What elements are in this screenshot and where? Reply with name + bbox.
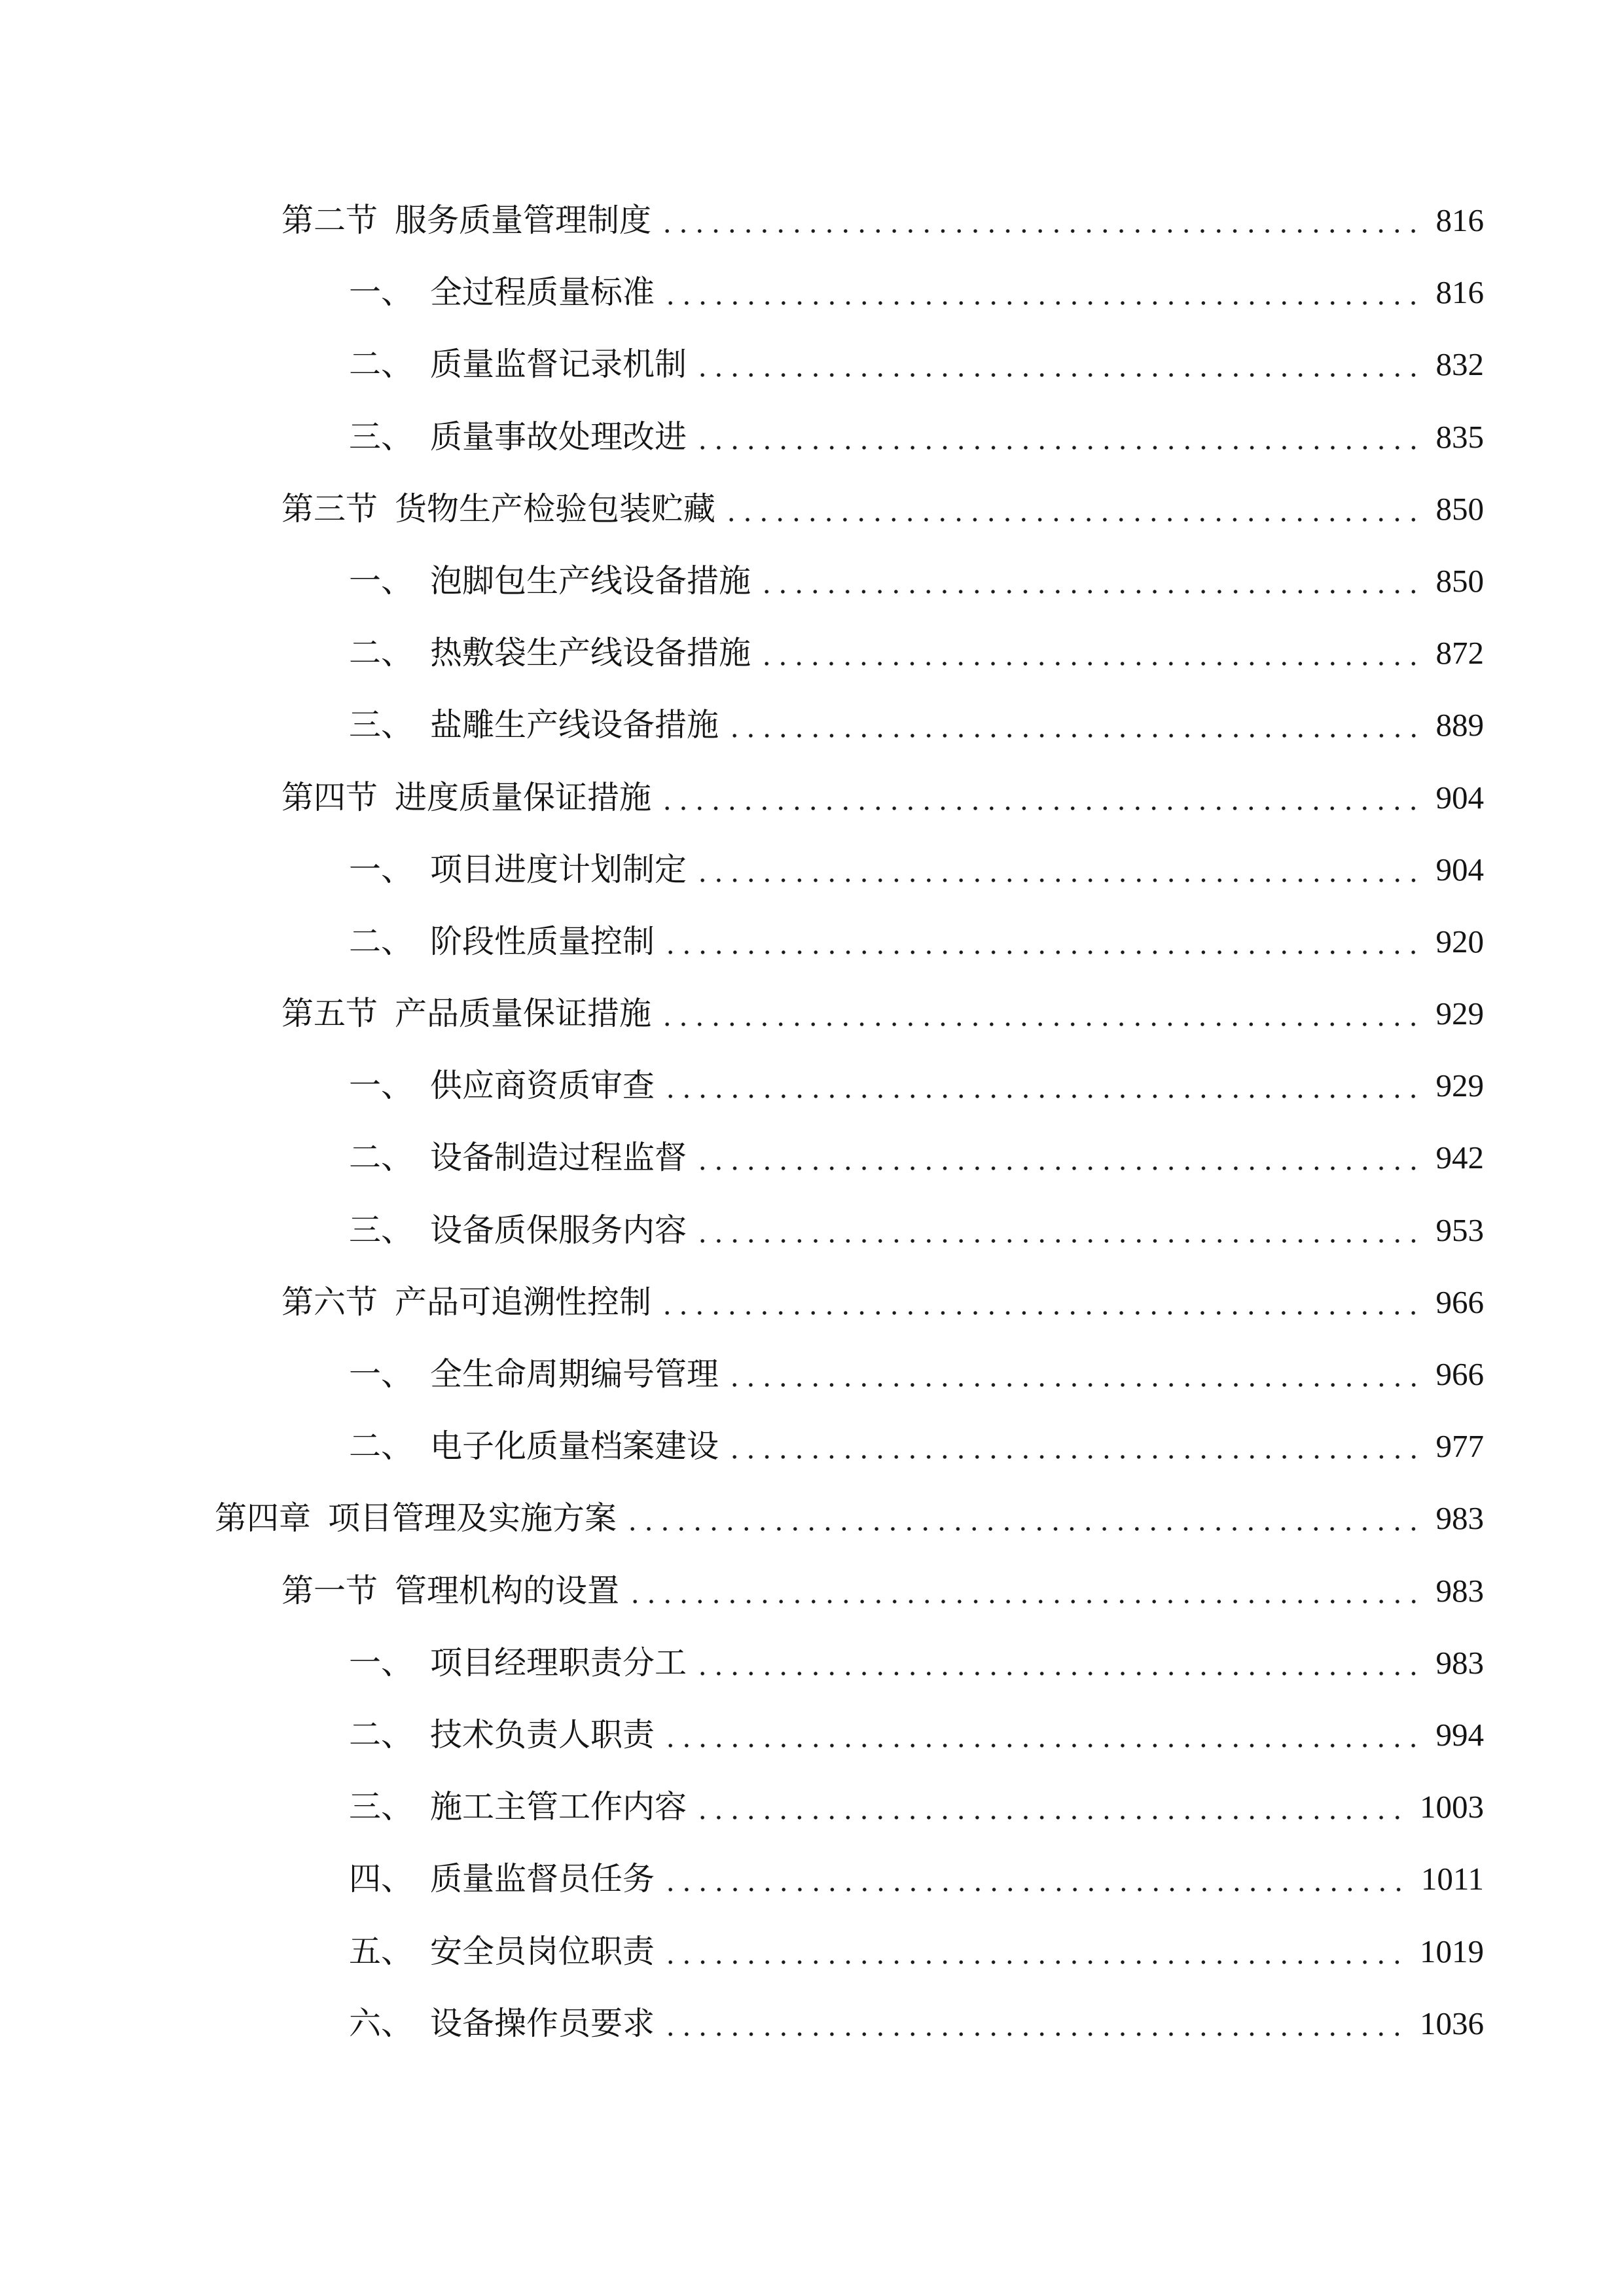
dot-leader [695,1771,1405,1843]
dot-leader [695,1627,1421,1699]
toc-entry-title: 项目经理职责分工 [430,1643,687,1681]
toc-entry-number: 第一节 [281,1571,378,1609]
toc-page-number: 904 [1435,851,1484,888]
toc-entry-number: 第四节 [281,778,378,816]
toc-entry-number: 一、 [349,850,414,888]
dot-leader [695,1122,1421,1194]
toc-entry-title: 设备操作员要求 [430,2004,655,2042]
toc-page-number: 850 [1435,490,1484,527]
toc-entry-title: 质量事故处理改进 [430,418,687,456]
dot-leader [624,1482,1421,1554]
toc-subsection-entry [0,1699,1624,1771]
toc-subsection-entry [0,1338,1624,1410]
toc-page-number: 889 [1435,707,1484,744]
dot-leader [662,906,1421,978]
toc-page-number: 850 [1435,562,1484,599]
dot-leader [662,1988,1405,2060]
toc-page-number: 977 [1435,1428,1484,1465]
toc-subsection-entry [0,1771,1624,1843]
dot-leader [659,978,1421,1050]
toc-page-number: 983 [1435,1500,1484,1537]
toc-page-number: 1036 [1420,2005,1484,2041]
toc-subsection-entry [0,329,1624,401]
toc-subsection-entry [0,1050,1624,1122]
toc-entry-number: 二、 [349,1715,414,1753]
toc-entry-number: 三、 [349,706,414,744]
toc-entry-number: 一、 [349,1643,414,1681]
toc-page-number: 835 [1435,418,1484,455]
dot-leader [727,1338,1421,1410]
toc-page-number: 1003 [1420,1789,1484,1825]
toc-entry-number: 一、 [349,1355,414,1393]
toc-entry-title: 项目进度计划制定 [430,850,687,888]
toc-entry-number: 二、 [349,346,414,384]
toc-entry-number: 第六节 [281,1283,378,1321]
toc-subsection-entry [0,1843,1624,1915]
dot-leader [727,689,1421,761]
toc-entry-number: 三、 [349,1211,414,1249]
toc-entry-number: 六、 [349,2004,414,2042]
dot-leader [659,762,1421,834]
toc-entry-number: 五、 [349,1932,414,1970]
toc-entry-number: 四、 [349,1860,414,1898]
dot-leader [627,1555,1421,1627]
toc-entry-title: 货物生产检验包装贮藏 [395,490,716,528]
toc-subsection-entry [0,1410,1624,1482]
toc-entry-number: 一、 [349,274,414,312]
toc-subsection-entry [0,1988,1624,2060]
toc-entry-title: 服务质量管理制度 [395,202,652,239]
toc-subsection-entry [0,401,1624,473]
toc-subsection-entry [0,1122,1624,1194]
toc-entry-title: 施工主管工作内容 [430,1788,687,1826]
toc-entry-title: 电子化质量档案建设 [430,1427,719,1465]
toc-entry-title: 项目管理及实施方案 [328,1499,617,1537]
toc-entry-title: 质量监督记录机制 [430,346,687,384]
toc-entry-number: 二、 [349,1139,414,1177]
toc-entry-title: 质量监督员任务 [430,1860,655,1898]
toc-subsection-entry [0,617,1624,689]
dot-leader [662,257,1421,329]
toc-subsection-entry [0,834,1624,906]
toc-entry-number: 二、 [349,634,414,672]
toc-page-number: 1011 [1420,1861,1484,1897]
dot-leader [662,1699,1421,1771]
toc-page-number: 966 [1435,1356,1484,1392]
dot-leader [695,401,1421,473]
dot-leader [695,329,1421,401]
toc-entry-title: 盐雕生产线设备措施 [430,706,719,744]
toc-section-entry [0,185,1624,257]
toc-entry-number: 第二节 [281,202,378,239]
toc-entry-title: 产品质量保证措施 [395,995,652,1033]
toc-subsection-entry [0,1627,1624,1699]
toc-subsection-entry [0,1916,1624,1988]
dot-leader [759,617,1421,689]
toc-page-number: 832 [1435,346,1484,383]
toc-entry-title: 设备质保服务内容 [430,1211,687,1249]
toc-section-entry [0,473,1624,545]
toc-section-entry [0,1555,1624,1627]
toc-subsection-entry [0,906,1624,978]
toc-entry-number: 一、 [349,1067,414,1105]
toc-page-number: 942 [1435,1139,1484,1176]
toc-entry-number: 第四章 [215,1499,312,1537]
table-of-contents [0,185,1624,2060]
dot-leader [727,1410,1421,1482]
dot-leader [662,1916,1405,1988]
toc-entry-number: 二、 [349,1427,414,1465]
toc-subsection-entry [0,545,1624,617]
toc-subsection-entry [0,257,1624,329]
toc-entry-title: 技术负责人职责 [430,1715,655,1753]
toc-entry-title: 热敷袋生产线设备措施 [430,634,751,672]
toc-entry-title: 进度质量保证措施 [395,778,652,816]
toc-entry-number: 一、 [349,562,414,600]
toc-entry-title: 阶段性质量控制 [430,922,655,960]
dot-leader [662,1843,1407,1915]
toc-entry-number: 二、 [349,922,414,960]
toc-entry-number: 三、 [349,1788,414,1826]
toc-page-number: 816 [1435,274,1484,311]
dot-leader [659,1266,1421,1338]
dot-leader [662,1050,1421,1122]
toc-entry-number: 第五节 [281,995,378,1033]
dot-leader [723,473,1421,545]
toc-page-number: 983 [1435,1572,1484,1609]
toc-page-number: 929 [1435,1067,1484,1104]
toc-entry-title: 全过程质量标准 [430,274,655,312]
dot-leader [695,1194,1421,1266]
toc-entry-number: 第三节 [281,490,378,528]
toc-section-entry [0,1266,1624,1338]
toc-page-number: 966 [1435,1283,1484,1320]
toc-subsection-entry [0,1194,1624,1266]
toc-entry-title: 全生命周期编号管理 [430,1355,719,1393]
toc-page-number: 953 [1435,1211,1484,1248]
dot-leader [695,834,1421,906]
toc-entry-title: 泡脚包生产线设备措施 [430,562,751,600]
toc-entry-title: 管理机构的设置 [395,1571,620,1609]
toc-subsection-entry [0,689,1624,761]
toc-page-number: 994 [1435,1716,1484,1753]
toc-page-number: 904 [1435,779,1484,816]
toc-entry-number: 三、 [349,418,414,456]
toc-page-number: 983 [1435,1644,1484,1681]
toc-page-number: 929 [1435,996,1484,1032]
toc-entry-title: 安全员岗位职责 [430,1932,655,1970]
toc-chapter-entry [0,1482,1624,1554]
toc-page-number: 816 [1435,202,1484,238]
toc-page-number: 872 [1435,635,1484,672]
toc-entry-title: 产品可追溯性控制 [395,1283,652,1321]
toc-entry-title: 供应商资质审查 [430,1067,655,1105]
dot-leader [759,545,1421,617]
toc-section-entry [0,762,1624,834]
toc-page-number: 1019 [1420,1933,1484,1969]
toc-page-number: 920 [1435,923,1484,960]
toc-section-entry [0,978,1624,1050]
dot-leader [659,185,1421,257]
toc-entry-title: 设备制造过程监督 [430,1139,687,1177]
